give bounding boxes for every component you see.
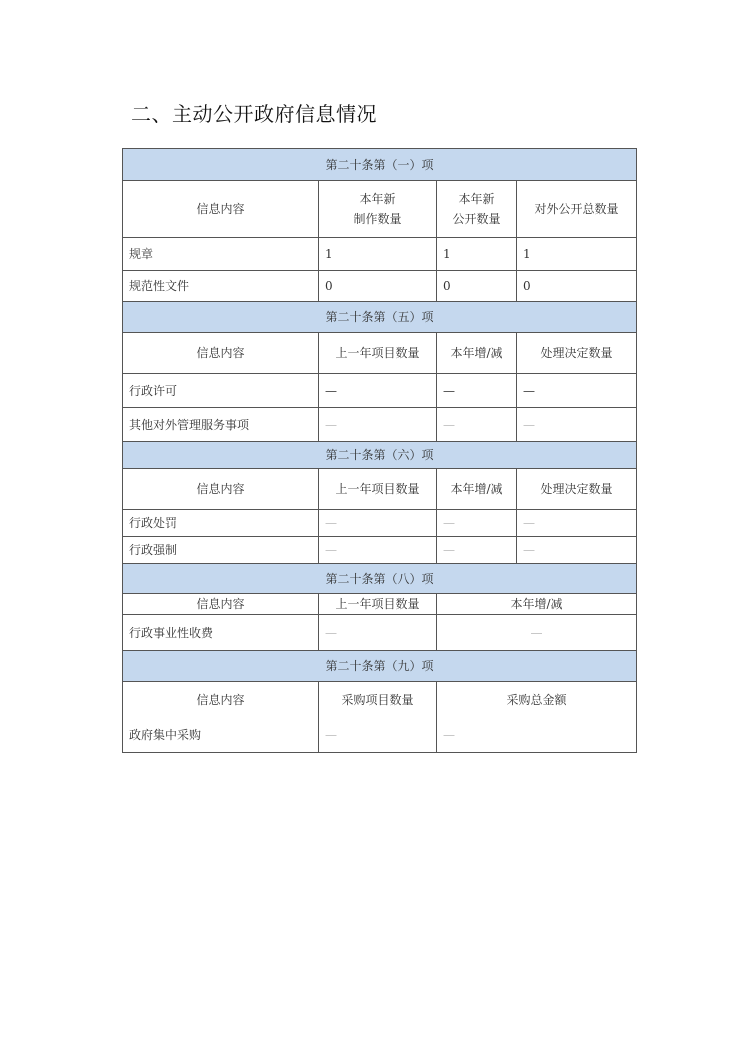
column-header: 采购总金额	[437, 682, 637, 718]
column-header: 处理决定数量	[517, 333, 637, 374]
column-header: 信息内容	[123, 181, 319, 238]
table-cell: 0	[319, 271, 437, 302]
table-cell: —	[319, 510, 437, 537]
column-header: 上一年项目数量	[319, 333, 437, 374]
row-label: 行政处罚	[123, 510, 319, 537]
column-header: 上一年项目数量	[319, 594, 437, 615]
table-cell: —	[437, 615, 637, 651]
column-header: 本年增/减	[437, 333, 517, 374]
table-cell: —	[437, 510, 517, 537]
column-header: 信息内容	[123, 333, 319, 374]
table-cell: —	[319, 718, 437, 753]
column-header: 对外公开总数量	[517, 181, 637, 238]
table-cell: —	[319, 615, 437, 651]
table-cell: 1	[437, 238, 517, 271]
section-heading: 二、主动公开政府信息情况	[131, 102, 377, 126]
row-label: 行政事业性收费	[123, 615, 319, 651]
row-label: 规章	[123, 238, 319, 271]
table-cell: —	[437, 408, 517, 442]
section-title: 第二十条第（五）项	[123, 302, 637, 333]
row-label: 行政强制	[123, 537, 319, 564]
table-cell: —	[517, 374, 637, 408]
table-cell: —	[437, 374, 517, 408]
table-cell: 1	[319, 238, 437, 271]
row-label: 规范性文件	[123, 271, 319, 302]
column-header: 上一年项目数量	[319, 469, 437, 510]
table-cell: —	[319, 537, 437, 564]
table-cell: 1	[517, 238, 637, 271]
info-table	[122, 148, 637, 753]
column-header: 本年新 制作数量	[319, 181, 437, 238]
column-header: 采购项目数量	[319, 682, 437, 718]
table-cell: 0	[517, 271, 637, 302]
column-header: 信息内容	[123, 682, 319, 718]
table-cell: —	[319, 374, 437, 408]
row-label: 其他对外管理服务事项	[123, 408, 319, 442]
table-cell: —	[319, 408, 437, 442]
column-header: 本年增/减	[437, 469, 517, 510]
column-header: 信息内容	[123, 594, 319, 615]
section-title: 第二十条第（八）项	[123, 564, 637, 594]
column-header: 处理决定数量	[517, 469, 637, 510]
table-cell: —	[437, 537, 517, 564]
row-label: 政府集中采购	[123, 718, 319, 753]
table-cell: —	[517, 537, 637, 564]
table-cell: —	[437, 718, 637, 753]
section-title: 第二十条第（九）项	[123, 651, 637, 682]
table-cell: 0	[437, 271, 517, 302]
section-title: 第二十条第（六）项	[123, 442, 637, 469]
column-header: 本年新 公开数量	[437, 181, 517, 238]
column-header: 信息内容	[123, 469, 319, 510]
row-label: 行政许可	[123, 374, 319, 408]
table-cell: —	[517, 408, 637, 442]
section-title: 第二十条第（一）项	[123, 149, 637, 181]
column-header: 本年增/减	[437, 594, 637, 615]
table-cell: —	[517, 510, 637, 537]
